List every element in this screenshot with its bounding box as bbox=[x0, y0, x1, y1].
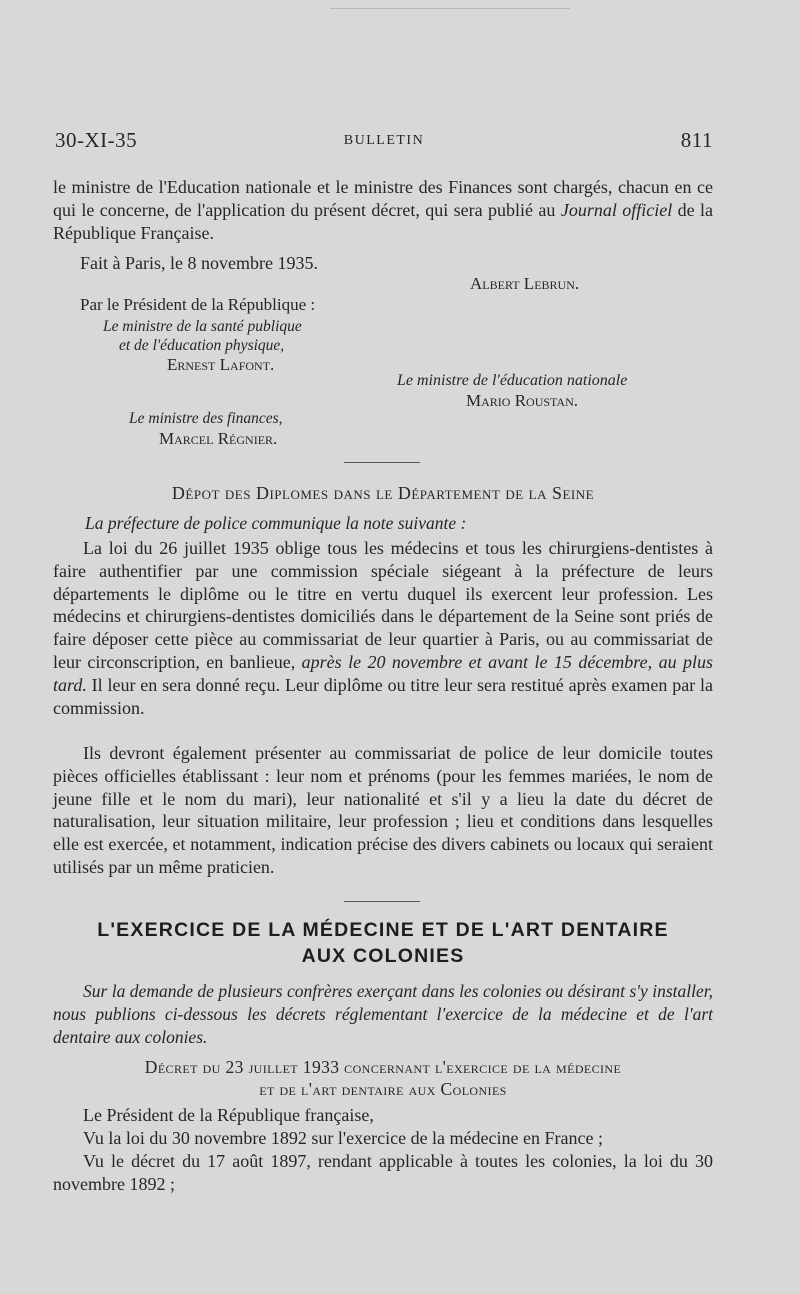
depot-paragraph-2: Ils devront également présenter au commissariat de police de leur domicile toutes pièces officielles établissant : leur nom et prénoms (pour les femmes mariées, le nom de jeune fille et le nom du mari), leur nationalité et s'il y a lieu la date du décret de naturalisation, leur situation militaire, leur profession ; lieu et conditions dans lesquelles elle est exercée, et notamment, indication précise des divers cabinets ou locaux qui seraient utilisés par un même praticien. bbox=[53, 743, 713, 877]
exercice-title-line-2: AUX COLONIES bbox=[301, 945, 465, 967]
intro-text: le ministre de l'Education nationale et le ministre des Finances sont chargés, chacun en ce qui le concerne, de l'application du présent décret, qui sera publié au bbox=[53, 177, 713, 220]
sante-signature: Ernest Lafont. bbox=[167, 355, 275, 374]
finances-title: Le ministre des finances, bbox=[129, 410, 283, 427]
sante-title-2: et de l'éducation physique, bbox=[119, 337, 285, 354]
scan-edge-line bbox=[330, 8, 570, 9]
separator-rule bbox=[344, 462, 420, 463]
finances-signature: Marcel Régnier. bbox=[159, 429, 278, 448]
president-signature: Albert Lebrun. bbox=[470, 274, 580, 293]
decret-line-vu-decret: Vu le décret du 17 août 1897, rendant applicable à toutes les colonies, la loi du 30 novembre 1892 ; bbox=[53, 1151, 713, 1194]
depot-heading: Dépot des Diplomes dans le Département de la Seine bbox=[171, 483, 595, 503]
depot-p1-dates: après le 20 novembre et avant le 15 décembre, au plus tard. bbox=[53, 651, 713, 695]
decret-line-president: Le Président de la République française, bbox=[83, 1105, 374, 1125]
decret-line-vu-loi: Vu la loi du 30 novembre 1892 sur l'exercice de la médecine en France ; bbox=[83, 1128, 603, 1148]
education-signature: Mario Roustan. bbox=[466, 391, 578, 410]
running-header bbox=[55, 128, 713, 158]
decret-title-line-2: et de l'art dentaire aux Colonies bbox=[259, 1079, 507, 1099]
separator-rule bbox=[344, 901, 420, 902]
depot-paragraph-1 bbox=[53, 537, 713, 719]
depot-p1-text: La loi du 26 juillet 1935 oblige tous les médecins et tous les chirurgiens-dentistes à faire authentifier par une commission spéciale siégeant à la préfecture de leurs départements le diplôme ou le titre en vertu duquel ils exercent leur profession. Les médecins et chirurgiens-dentistes domiciliés dans le département de la Seine sont priés de faire déposer cette pièce au commissariat de leur quartier à Paris, ou au commissariat de leur circonscription, en banlieue, bbox=[53, 538, 713, 672]
depot-subheading: La préfecture de police communique la note suivante : bbox=[85, 513, 467, 533]
depot-p1-text-end: Il leur en sera donné reçu. Leur diplôme ou titre leur sera restitué après examen par la commission. bbox=[53, 674, 713, 718]
education-title: Le ministre de l'éducation nationale bbox=[397, 372, 628, 389]
decret-title-line-1: Décret du 23 juillet 1933 concernant l'exercice de la médecine bbox=[144, 1057, 622, 1077]
intro-paragraph bbox=[53, 176, 713, 244]
page-number: 811 bbox=[680, 128, 713, 152]
sante-title-1: Le ministre de la santé publique bbox=[103, 318, 302, 335]
journal-officiel: Journal officiel bbox=[560, 199, 673, 220]
par-le-president: Par le Président de la République : bbox=[80, 295, 316, 314]
exercice-title-line-1: L'EXERCICE DE LA MÉDECINE ET DE L'ART DENTAIRE bbox=[97, 919, 669, 941]
exercice-intro: Sur la demande de plusieurs confrères exerçant dans les colonies ou désirant s'y installer, nous publions ci-dessous les décrets réglementant l'exercice de la médecine et de l'art dentaire aux colonies. bbox=[53, 981, 713, 1047]
header-title: BULLETIN bbox=[343, 133, 425, 148]
intro-text-end: de la République Française. bbox=[53, 199, 713, 243]
header-date: 30-XI-35 bbox=[55, 128, 138, 152]
fait-a-paris: Fait à Paris, le 8 novembre 1935. bbox=[80, 253, 318, 273]
